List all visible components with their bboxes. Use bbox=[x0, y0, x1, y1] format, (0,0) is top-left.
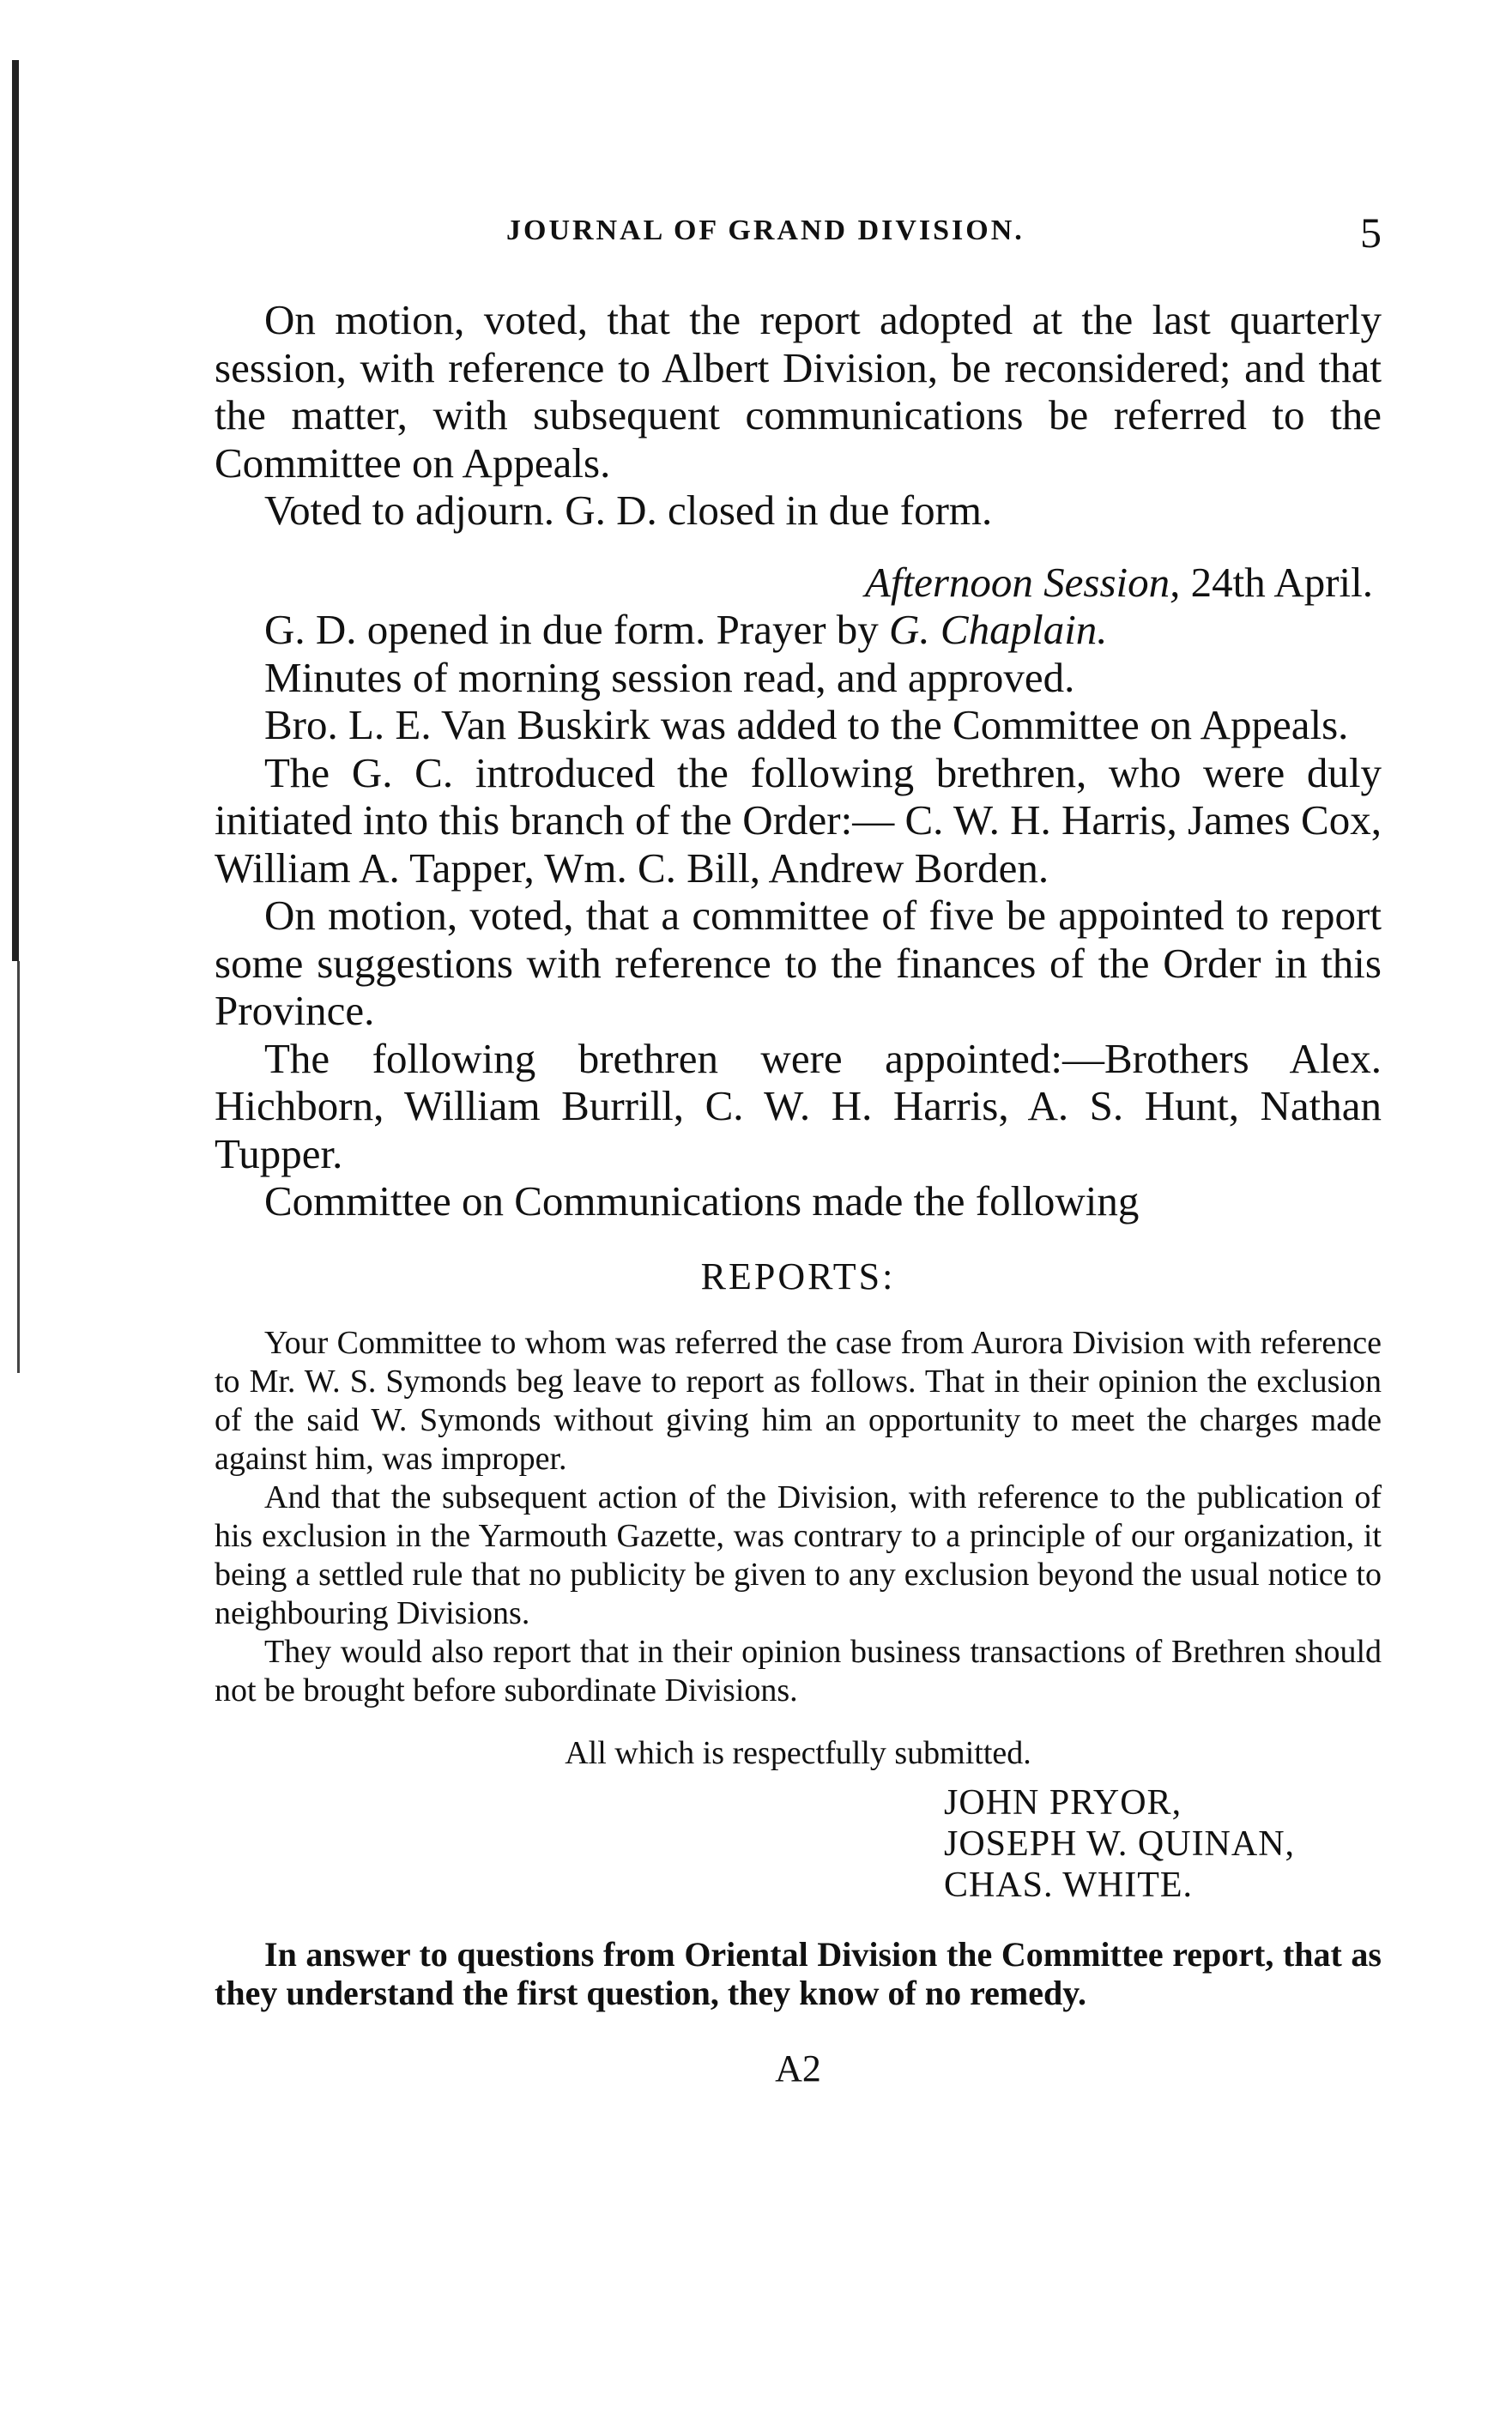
running-title: JOURNAL OF GRAND DIVISION. bbox=[506, 215, 1025, 246]
margin-rule bbox=[12, 60, 19, 961]
opened-text: G. D. opened in due form. Prayer by bbox=[264, 606, 890, 653]
signature-block bbox=[944, 1782, 1382, 1906]
page-body bbox=[215, 296, 1382, 2090]
report-business: They would also report that in their opinion business transactions of Brethren should not be brought before subordinate Divisions. bbox=[215, 1633, 1382, 1708]
paragraph-adjourn: Voted to adjourn. G. D. closed in due form. bbox=[264, 487, 993, 534]
paragraph-communications: Committee on Communications made the following bbox=[264, 1177, 1140, 1225]
report-aurora: Your Committee to whom was referred the case from Aurora Division with reference to Mr. W. S. Symonds beg leave to report as follows. That in their opinion the exclusion of the said W. Symonds without giving him an opportunity to meet the charges made against him, was improper. bbox=[215, 1324, 1382, 1477]
paragraph-opened bbox=[215, 606, 1382, 654]
session-label: Afternoon Session, bbox=[864, 558, 1181, 606]
reports-heading: REPORTS: bbox=[700, 1255, 896, 1297]
margin-rule-lower bbox=[17, 961, 20, 1373]
signature-name: CHAS. WHITE. bbox=[944, 1865, 1194, 1905]
printer-signature-mark: A2 bbox=[775, 2047, 821, 2089]
paragraph-minutes: Minutes of morning session read, and approved. bbox=[264, 653, 1075, 701]
signature-name: JOSEPH W. QUINAN, bbox=[944, 1823, 1296, 1864]
page-header bbox=[215, 209, 1382, 266]
paragraph-oriental: In answer to questions from Oriental Division the Committee report, that as they understand the first question, they know of no remedy. bbox=[215, 1934, 1382, 2012]
paragraph-appointed: The following brethren were appointed:—Brothers Alex. Hichborn, William Burrill, C. W. H. Harris, A. S. Hunt, Nathan Tupper. bbox=[215, 1034, 1382, 1177]
signature-name: JOHN PRYOR, bbox=[944, 1782, 1182, 1823]
session-date: 24th April. bbox=[1180, 558, 1373, 606]
paragraph-van-buskirk: Bro. L. E. Van Buskirk was added to the Committee on Appeals. bbox=[264, 701, 1349, 748]
report-yarmouth: And that the subsequent action of the Division, with reference to the publication of his exclusion in the Yarmouth Gazette, was contrary to a principle of our organization, it being a settled rule that no publicity be given to any exclusion beyond the usual notice to neighbouring Divisions. bbox=[215, 1479, 1382, 1631]
report-signoff: All which is respectfully submitted. bbox=[565, 1734, 1031, 1771]
paragraph-finance-committee: On motion, voted, that a committee of five be appointed to report some suggestions with reference to the finances of the Order in this Province. bbox=[215, 892, 1382, 1034]
session-heading bbox=[215, 559, 1382, 607]
paragraph-motion-albert: On motion, voted, that the report adopted at the last quarterly session, with reference to Albert Division, be reconsidered; and that the matter, with subsequent communications be referred to the Committee on Appeals. bbox=[215, 296, 1382, 487]
chaplain-text: G. Chaplain. bbox=[889, 606, 1108, 653]
paragraph-initiated: The G. C. introduced the following brethren, who were duly initiated into this branch of the Order:— C. W. H. Harris, James Cox, William A. Tapper, Wm. C. Bill, Andrew Borden. bbox=[215, 748, 1382, 892]
page-number: 5 bbox=[1360, 209, 1382, 257]
